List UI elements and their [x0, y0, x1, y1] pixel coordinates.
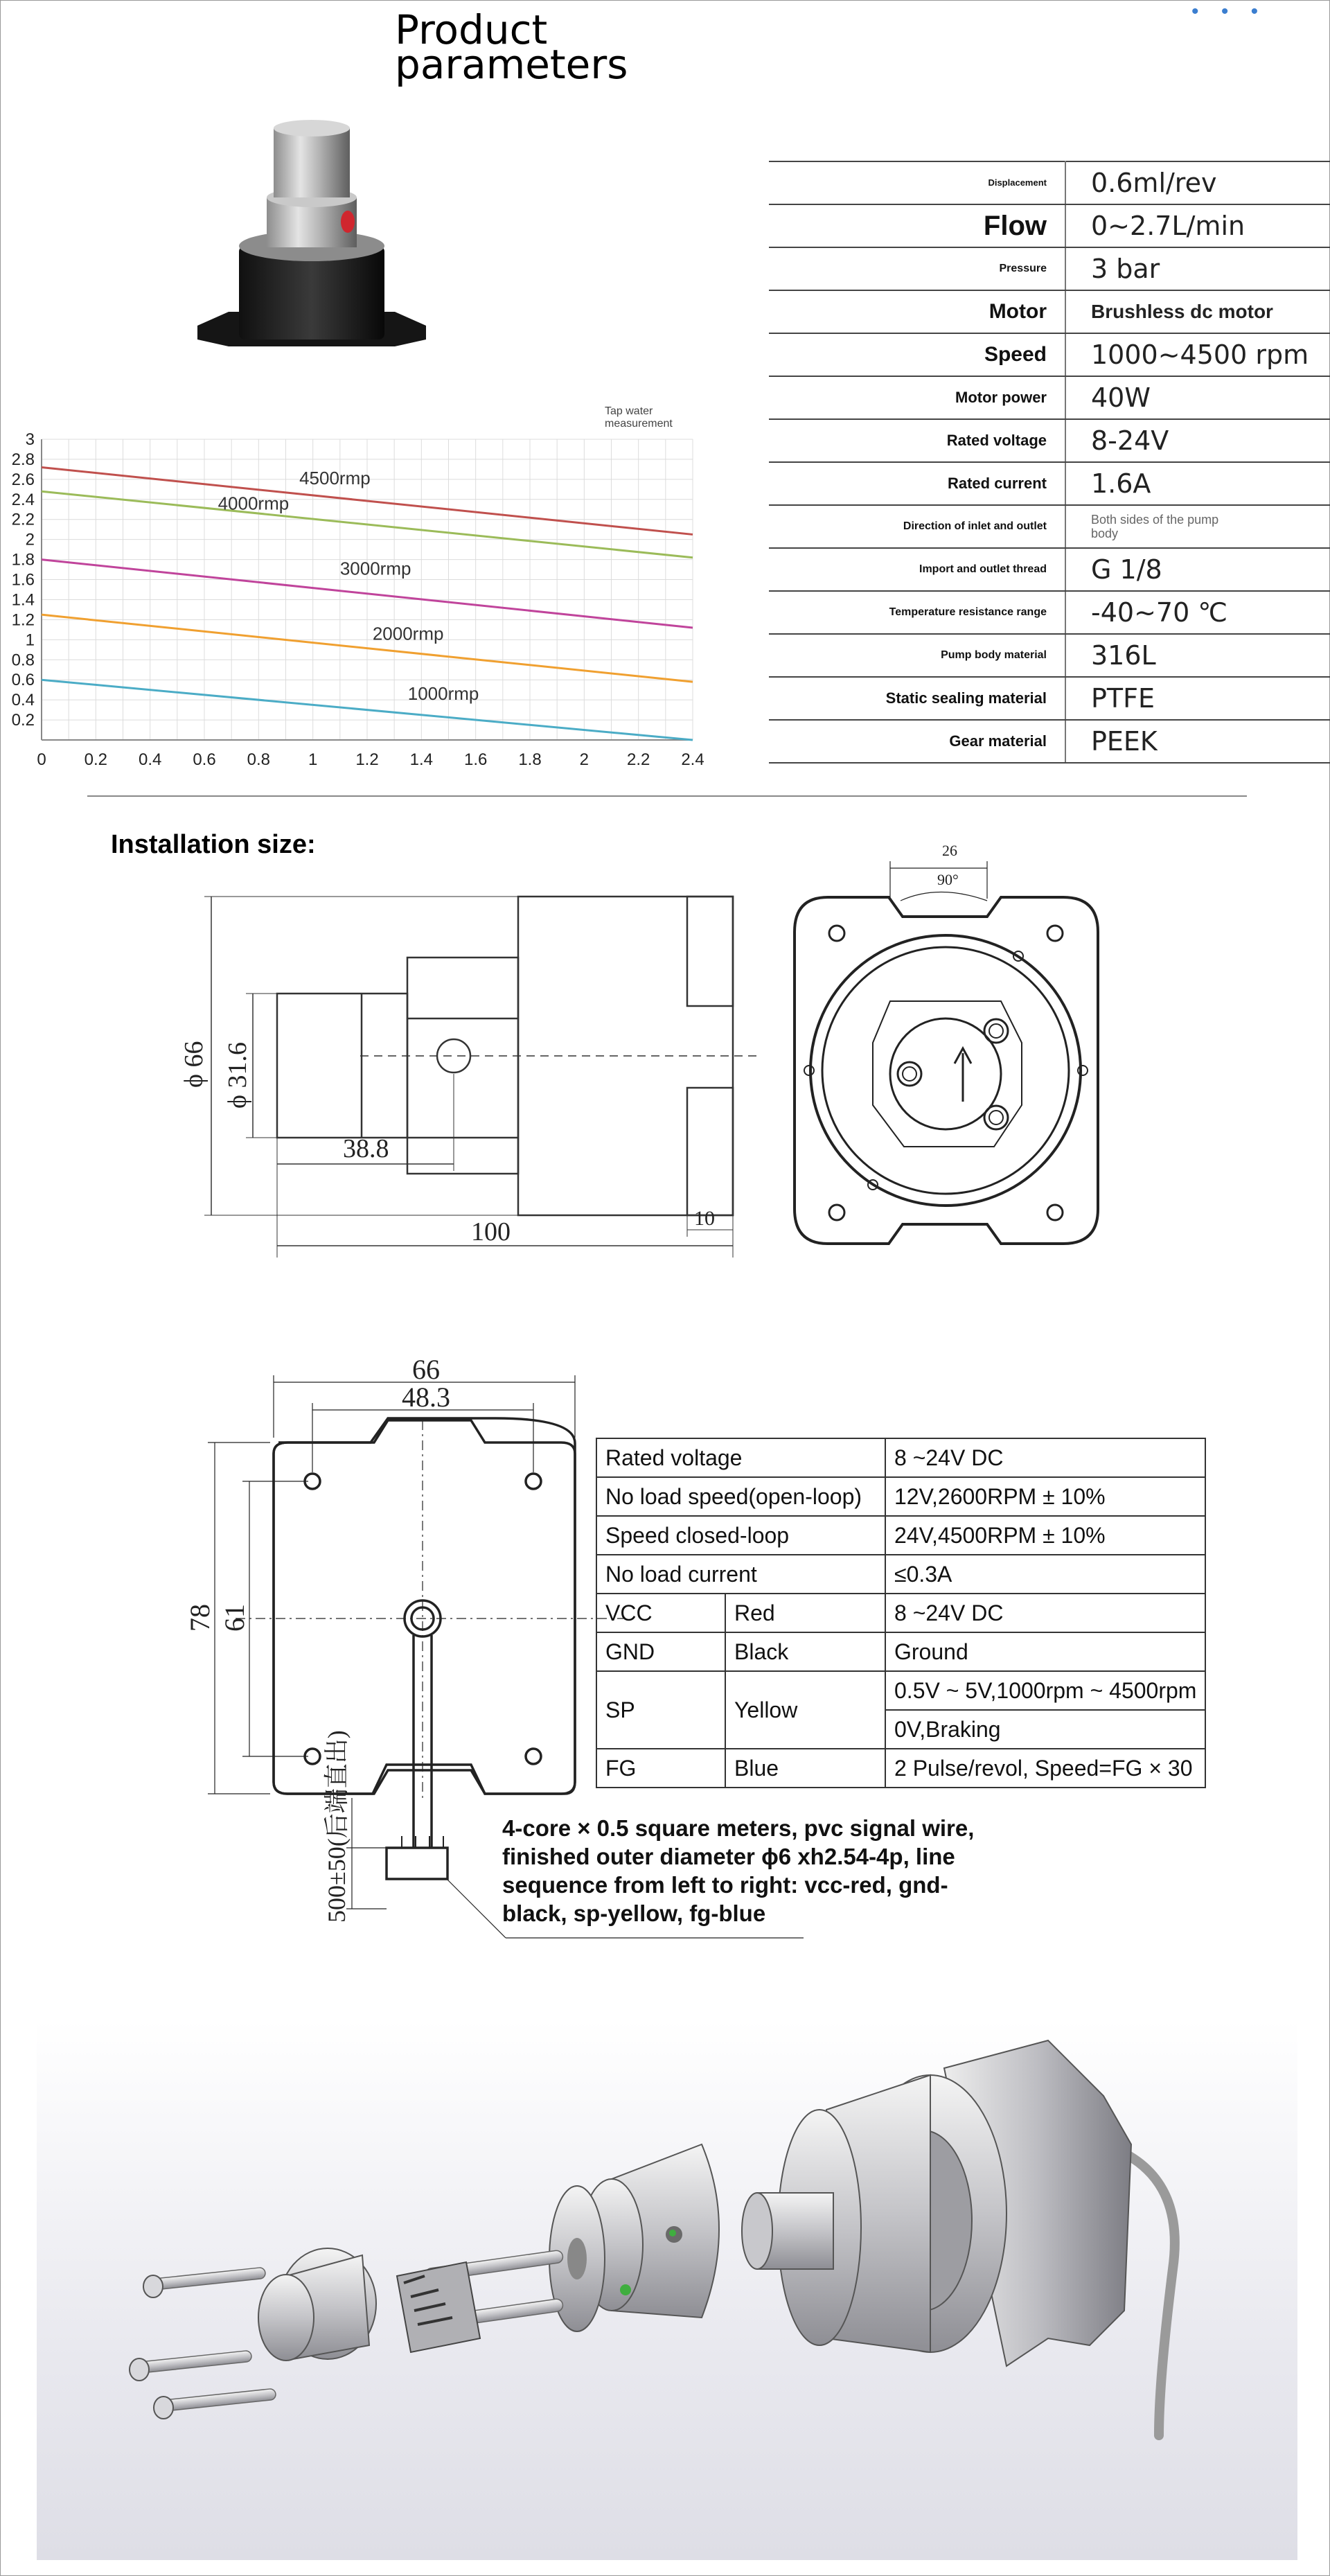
x-tick-label: 2.2: [626, 750, 650, 769]
x-tick-label: 0.4: [138, 750, 162, 769]
param-value: 0.6ml/rev: [1065, 161, 1330, 204]
param-key: Direction of inlet and outlet: [769, 505, 1065, 548]
spec-wire-color: Yellow: [725, 1671, 885, 1749]
param-key: Rated voltage: [769, 419, 1065, 462]
x-tick-label: 0.2: [84, 750, 108, 769]
x-tick-label: 2.4: [681, 750, 704, 769]
x-tick-label: 1: [308, 750, 318, 769]
wire-note: 4-core × 0.5 square meters, pvc signal wire, finished outer diameter ϕ6 xh2.54-4p, line sequence from left to right: vcc-red, gnd-black, sp-yellow, fg-blue: [502, 1815, 975, 1926]
dim-48-3: 48.3: [402, 1382, 450, 1413]
param-key: Motor: [769, 290, 1065, 333]
dim-78: 78: [184, 1604, 215, 1632]
y-tick-label: 1.4: [11, 590, 35, 610]
dim-61: 61: [219, 1604, 250, 1632]
spec-pin: GND: [596, 1632, 725, 1671]
spec-row: [596, 1438, 1205, 1477]
param-key: Gear material: [769, 720, 1065, 763]
series-annotation: 4500rmp: [299, 468, 371, 489]
series-annotation: 2000rmp: [372, 623, 444, 644]
y-tick-label: 1.8: [11, 550, 35, 570]
param-value: PTFE: [1065, 677, 1330, 720]
spec-value: 24V,4500RPM ± 10%: [885, 1516, 1205, 1555]
param-value: 40W: [1065, 376, 1330, 419]
x-tick-label: 1.4: [409, 750, 434, 769]
series-annotation: 3000rmp: [339, 558, 411, 579]
param-row: [769, 548, 1330, 591]
param-row: [769, 333, 1330, 376]
dim-66-width: 66: [412, 1354, 440, 1385]
spec-row: [596, 1671, 1205, 1710]
chart-title-line-2: measurement: [605, 418, 673, 430]
title-line-2: parameters: [395, 41, 628, 88]
spec-wire-color: Blue: [725, 1749, 885, 1788]
y-tick-label: 0.4: [11, 691, 35, 710]
param-value: 1000~4500 rpm: [1065, 333, 1330, 376]
param-row: [769, 376, 1330, 419]
spec-label: No load current: [596, 1555, 885, 1594]
chart-title-line-1: Tap water: [605, 405, 653, 417]
param-key: Speed: [769, 333, 1065, 376]
dim-26: 26: [942, 842, 957, 859]
spec-row: [596, 1632, 1205, 1671]
y-tick-label: 0.8: [11, 651, 35, 670]
page-title: [395, 6, 628, 88]
x-tick-label: 2: [579, 750, 589, 769]
x-tick-label: 1.6: [463, 750, 488, 769]
param-row: [769, 677, 1330, 720]
pump-product-image: [187, 118, 436, 416]
y-tick-label: 1.6: [11, 570, 35, 590]
dim-66: ϕ 66: [179, 1041, 209, 1088]
spec-value: 2 Pulse/revol, Speed=FG × 30: [885, 1749, 1205, 1788]
spec-value: 0V,Braking: [885, 1710, 1205, 1749]
spec-label: Rated voltage: [596, 1438, 885, 1477]
param-key: Flow: [769, 204, 1065, 247]
dim-cable-length: 500±50(后端直出): [323, 1730, 351, 1923]
spec-label: No load speed(open-loop): [596, 1477, 885, 1516]
param-key: Import and outlet thread: [769, 548, 1065, 591]
param-row: [769, 505, 1330, 548]
spec-row: [596, 1594, 1205, 1632]
flow-chart: [0, 395, 704, 769]
param-value: PEEK: [1065, 720, 1330, 763]
dim-100: 100: [471, 1217, 511, 1246]
param-value: G 1/8: [1065, 548, 1330, 591]
param-value: 316L: [1065, 634, 1330, 677]
x-tick-label: 0: [37, 750, 46, 769]
x-tick-label: 1.2: [355, 750, 379, 769]
x-tick-label: 0.8: [247, 750, 271, 769]
series-annotation: 1000rmp: [407, 683, 479, 705]
param-row: [769, 290, 1330, 333]
exploded-view-image: [37, 2020, 1297, 2560]
spec-pin: VCC: [596, 1594, 725, 1632]
spec-label: Speed closed-loop: [596, 1516, 885, 1555]
param-row: [769, 720, 1330, 763]
y-tick-label: 1.2: [11, 610, 35, 630]
param-value: -40~70 ℃: [1065, 591, 1330, 634]
spec-row: [596, 1555, 1205, 1594]
y-tick-label: 2.6: [11, 470, 35, 489]
motor-spec-table: [596, 1438, 1206, 1788]
spec-wire-color: Black: [725, 1632, 885, 1671]
param-value: Brushless dc motor: [1065, 290, 1330, 333]
param-value: 1.6A: [1065, 462, 1330, 505]
y-tick-label: 2.4: [11, 490, 35, 509]
y-tick-label: 1: [25, 630, 35, 650]
spec-value: ≤0.3A: [885, 1555, 1205, 1594]
x-tick-label: 0.6: [193, 750, 216, 769]
installation-heading: Installation size:: [111, 830, 316, 859]
side-view-drawing: [173, 880, 769, 1268]
param-key: Static sealing material: [769, 677, 1065, 720]
param-value: 3 bar: [1065, 247, 1330, 290]
series-annotation: 4000rmp: [218, 493, 290, 514]
spec-value: 8 ~24V DC: [885, 1594, 1205, 1632]
spec-pin: SP: [596, 1671, 725, 1749]
param-key: Displacement: [769, 161, 1065, 204]
spec-value: 12V,2600RPM ± 10%: [885, 1477, 1205, 1516]
param-row: [769, 591, 1330, 634]
y-tick-label: 0.6: [11, 671, 35, 690]
y-tick-label: 3: [25, 430, 35, 449]
y-tick-label: 2.8: [11, 450, 35, 469]
param-row: [769, 419, 1330, 462]
param-row: [769, 462, 1330, 505]
dim-10: 10: [694, 1207, 715, 1230]
title-line-1: Product: [395, 6, 548, 53]
spec-pin: FG: [596, 1749, 725, 1788]
param-key: Rated current: [769, 462, 1065, 505]
x-tick-label: 1.8: [518, 750, 542, 769]
y-tick-label: 0.2: [11, 711, 35, 730]
parameters-table: [769, 161, 1330, 764]
spec-row: [596, 1516, 1205, 1555]
param-value: 8-24V: [1065, 419, 1330, 462]
param-row: [769, 204, 1330, 247]
spec-value: 0.5V ~ 5V,1000rpm ~ 4500rpm: [885, 1671, 1205, 1710]
front-view-drawing: [786, 835, 1119, 1264]
param-key: Pressure: [769, 247, 1065, 290]
dim-31-6: ϕ 31.6: [223, 1041, 252, 1109]
y-tick-label: 2: [25, 530, 35, 549]
param-key: Motor power: [769, 376, 1065, 419]
spec-row: [596, 1749, 1205, 1788]
dim-90-degrees: 90°: [937, 871, 959, 888]
spec-value: 8 ~24V DC: [885, 1438, 1205, 1477]
param-value: Both sides of the pump body: [1065, 505, 1330, 548]
param-value: 0~2.7L/min: [1065, 204, 1330, 247]
param-row: [769, 247, 1330, 290]
section-divider: [87, 795, 1247, 797]
param-key: Pump body material: [769, 634, 1065, 677]
spec-wire-color: Red: [725, 1594, 885, 1632]
param-row: [769, 161, 1330, 204]
spec-value: Ground: [885, 1632, 1205, 1671]
dim-38-8: 38.8: [343, 1134, 389, 1163]
param-row: [769, 634, 1330, 677]
param-key: Temperature resistance range: [769, 591, 1065, 634]
spec-row: [596, 1477, 1205, 1516]
y-tick-label: 2.2: [11, 510, 35, 529]
more-menu-icon[interactable]: • • •: [1191, 0, 1267, 23]
